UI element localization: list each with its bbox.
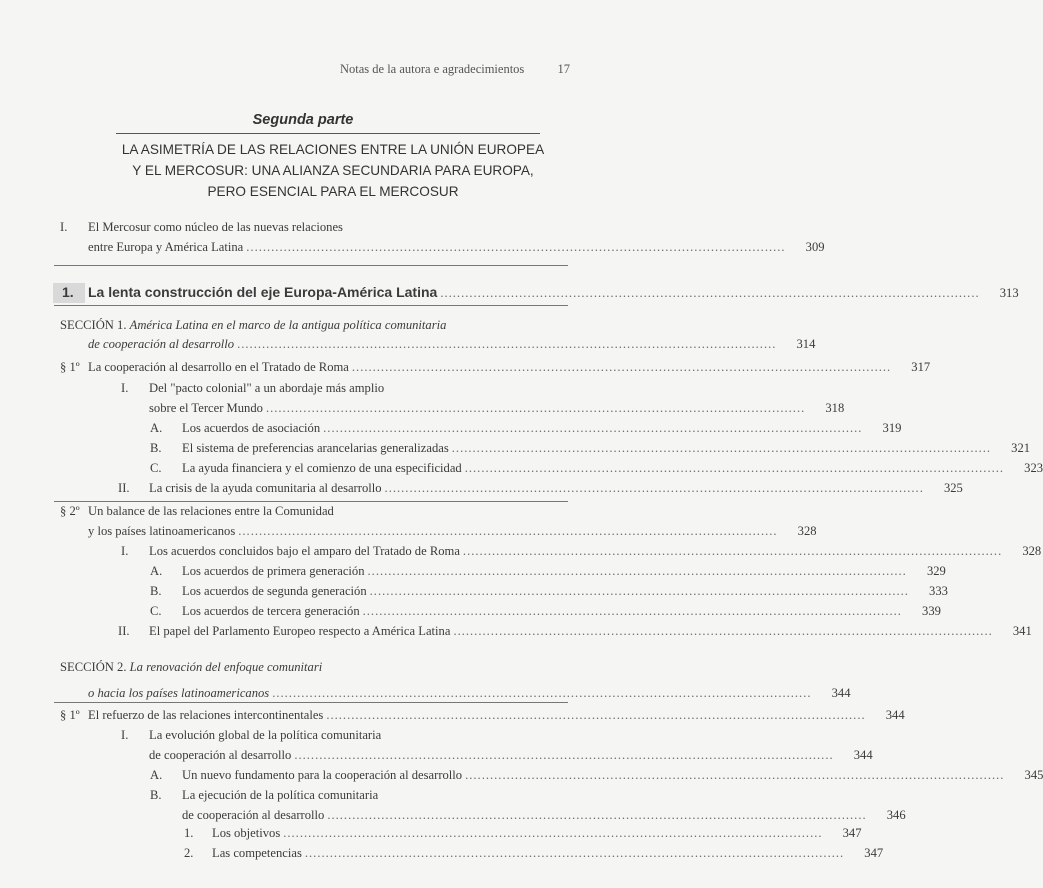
leader-dots: .................................................................................................................................. <box>304 846 845 860</box>
divider <box>54 265 568 266</box>
section-title: de cooperación al desarrollo <box>88 337 235 351</box>
toc-entry[interactable] <box>88 708 905 723</box>
toc-entry-text: Los acuerdos de asociación <box>182 421 321 435</box>
toc-entry[interactable] <box>88 524 817 539</box>
toc-entry[interactable] <box>88 240 825 255</box>
toc-entry[interactable] <box>182 604 941 619</box>
toc-marker: II. <box>118 624 130 638</box>
toc-entry[interactable] <box>149 544 1042 559</box>
toc-page: 328 <box>797 524 817 538</box>
toc-marker: I. <box>60 220 68 234</box>
divider <box>54 501 568 502</box>
toc-entry-text: entre Europa y América Latina <box>88 240 244 254</box>
toc-entry-text: La evolución global de la política comunitaria <box>149 728 382 742</box>
toc-entry-text: Las competencias <box>212 846 302 860</box>
toc-marker: C. <box>150 461 162 475</box>
toc-entry-text: El refuerzo de las relaciones intercontinentales <box>88 708 324 722</box>
chapter-number: 1. <box>62 284 74 300</box>
toc-chapter-entry[interactable] <box>62 284 1019 301</box>
toc-marker: 2. <box>184 846 194 860</box>
toc-page: 344 <box>831 686 851 700</box>
toc-page: 325 <box>943 481 963 495</box>
toc-marker: B. <box>150 788 162 802</box>
toc-page: 323 <box>1024 461 1043 475</box>
toc-entry-text: Los acuerdos de tercera generación <box>182 604 360 618</box>
leader-dots: .................................................................................................................................. <box>237 337 777 351</box>
toc-entry-text: Los acuerdos concluidos bajo el amparo del Tratado de Roma <box>149 544 460 558</box>
toc-entry[interactable] <box>182 461 1043 476</box>
toc-page: 328 <box>1022 544 1042 558</box>
toc-entry-text: El Mercosur como núcleo de las nuevas relaciones <box>88 220 343 234</box>
part-title-line: PERO ESENCIAL PARA EL MERCOSUR <box>207 184 459 199</box>
toc-entry[interactable] <box>212 846 884 861</box>
leader-dots: .................................................................................................................................. <box>327 808 867 822</box>
toc-entry-text: La cooperación al desarrollo en el Tratado de Roma <box>88 360 349 374</box>
section-title: La renovación del enfoque comunitari <box>129 660 323 674</box>
section-title: o hacia los países latinoamericanos <box>88 686 270 700</box>
toc-marker: B. <box>150 441 162 455</box>
toc-page: 318 <box>825 401 845 415</box>
part-title-line: LA ASIMETRÍA DE LAS RELACIONES ENTRE LA UNIÓN EUROPEA <box>121 142 545 157</box>
leader-dots: .................................................................................................................................. <box>367 564 907 578</box>
section-heading <box>60 660 322 675</box>
toc-entry[interactable] <box>88 360 931 375</box>
leader-dots: .................................................................................................................................. <box>272 686 812 700</box>
toc-entry[interactable] <box>149 401 845 416</box>
toc-entry-text: Un balance de las relaciones entre la Comunidad <box>88 504 334 518</box>
leader-dots: .................................................................................................................................. <box>238 524 778 538</box>
toc-marker: I. <box>121 728 129 742</box>
leader-dots: .................................................................................................................................. <box>453 624 993 638</box>
leader-dots: .................................................................................................................................. <box>326 708 866 722</box>
toc-entry-text: Los objetivos <box>212 826 281 840</box>
toc-entry-text: de cooperación al desarrollo <box>149 748 292 762</box>
toc-entry-text: de cooperación al desarrollo <box>182 808 325 822</box>
leader-dots: .................................................................................................................................. <box>246 240 786 254</box>
toc-marker: B. <box>150 584 162 598</box>
toc-marker: A. <box>150 421 163 435</box>
toc-entry[interactable] <box>182 564 946 579</box>
toc-page: 346 <box>886 808 906 822</box>
toc-page: 344 <box>885 708 905 722</box>
leader-dots: .................................................................................................................................. <box>323 421 863 435</box>
leader-dots: .................................................................................................................................. <box>283 826 823 840</box>
section-heading <box>60 318 446 333</box>
toc-page: 344 <box>853 748 873 762</box>
toc-entry[interactable] <box>88 686 851 701</box>
toc-marker: II. <box>118 481 130 495</box>
toc-entry[interactable] <box>182 441 1031 456</box>
toc-marker: I. <box>121 381 129 395</box>
toc-entry[interactable] <box>182 584 948 599</box>
leader-dots: .................................................................................................................................. <box>362 604 902 618</box>
toc-entry-text: y los países latinoamericanos <box>88 524 236 538</box>
toc-entry-text: sobre el Tercer Mundo <box>149 401 263 415</box>
toc-entry-text: Los acuerdos de segunda generación <box>182 584 367 598</box>
toc-marker: § 1º <box>60 708 80 722</box>
toc-entry-text: Del "pacto colonial" a un abordaje más amplio <box>149 381 385 395</box>
toc-page: 341 <box>1012 624 1032 638</box>
section-title: América Latina en el marco de la antigua política comunitaria <box>129 318 447 332</box>
toc-marker: § 2º <box>60 504 80 518</box>
leader-dots: .................................................................................................................................. <box>384 481 924 495</box>
leader-dots: .................................................................................................................................. <box>464 461 1005 475</box>
divider <box>54 305 568 306</box>
toc-marker: I. <box>121 544 129 558</box>
page-number: 17 <box>557 62 570 76</box>
toc-entry-text: Los acuerdos de primera generación <box>182 564 365 578</box>
toc-page: 345 <box>1024 768 1043 782</box>
toc-page: 314 <box>796 337 816 351</box>
toc-entry[interactable] <box>149 481 963 496</box>
leader-dots: .................................................................................................................................. <box>462 544 1003 558</box>
toc-page: 321 <box>1011 441 1031 455</box>
toc-entry-text: La ejecución de la política comunitaria <box>182 788 379 802</box>
section-label: SECCIÓN 1. <box>60 318 127 332</box>
toc-page: 313 <box>999 286 1019 300</box>
toc-entry[interactable] <box>88 337 816 352</box>
leader-dots: .................................................................................................................................. <box>369 584 909 598</box>
leader-dots: .................................................................................................................................. <box>451 441 992 455</box>
toc-entry[interactable] <box>212 826 862 841</box>
toc-entry[interactable] <box>149 624 1032 639</box>
toc-entry-text: Un nuevo fundamento para la cooperación al desarrollo <box>182 768 463 782</box>
toc-page: 317 <box>911 360 931 374</box>
chapter-title: La lenta construcción del eje Europa-América Latina <box>88 284 438 300</box>
toc-entry[interactable] <box>182 768 1043 783</box>
toc-entry-text: La ayuda financiera y el comienzo de una especificidad <box>182 461 462 475</box>
section-label: SECCIÓN 2. <box>60 660 127 674</box>
toc-entry-text: La crisis de la ayuda comunitaria al desarrollo <box>149 481 382 495</box>
toc-marker: C. <box>150 604 162 618</box>
divider <box>54 702 568 703</box>
toc-entry-text: El papel del Parlamento Europeo respecto a América Latina <box>149 624 451 638</box>
toc-entry[interactable] <box>149 748 873 763</box>
toc-page: 329 <box>926 564 946 578</box>
toc-page: 347 <box>842 826 862 840</box>
toc-entry-text: El sistema de preferencias arancelarias generalizadas <box>182 441 449 455</box>
toc-page: 347 <box>864 846 884 860</box>
part-title <box>100 139 566 202</box>
title-rule <box>116 133 540 134</box>
leader-dots: .................................................................................................................................. <box>465 768 1005 782</box>
toc-entry[interactable] <box>182 421 902 436</box>
part-title-line: Y EL MERCOSUR: UNA ALIANZA SECUNDARIA PARA EUROPA, <box>132 163 534 178</box>
leader-dots: .................................................................................................................................. <box>294 748 834 762</box>
toc-marker: § 1º <box>60 360 80 374</box>
part-label: Segunda parte <box>252 112 354 128</box>
leader-dots: .................................................................................................................................. <box>351 360 892 374</box>
leader-dots: .................................................................................................................................. <box>440 286 980 300</box>
toc-page: 309 <box>805 240 825 254</box>
leader-dots: .................................................................................................................................. <box>265 401 806 415</box>
running-title: Notas de la autora e agradecimientos <box>340 62 525 76</box>
running-header <box>340 62 570 77</box>
toc-page: 339 <box>922 604 941 618</box>
toc-marker: 1. <box>184 826 194 840</box>
toc-page: 333 <box>929 584 948 598</box>
toc-marker: A. <box>150 768 163 782</box>
toc-page: 319 <box>882 421 902 435</box>
toc-entry[interactable] <box>182 808 906 823</box>
toc-marker: A. <box>150 564 163 578</box>
